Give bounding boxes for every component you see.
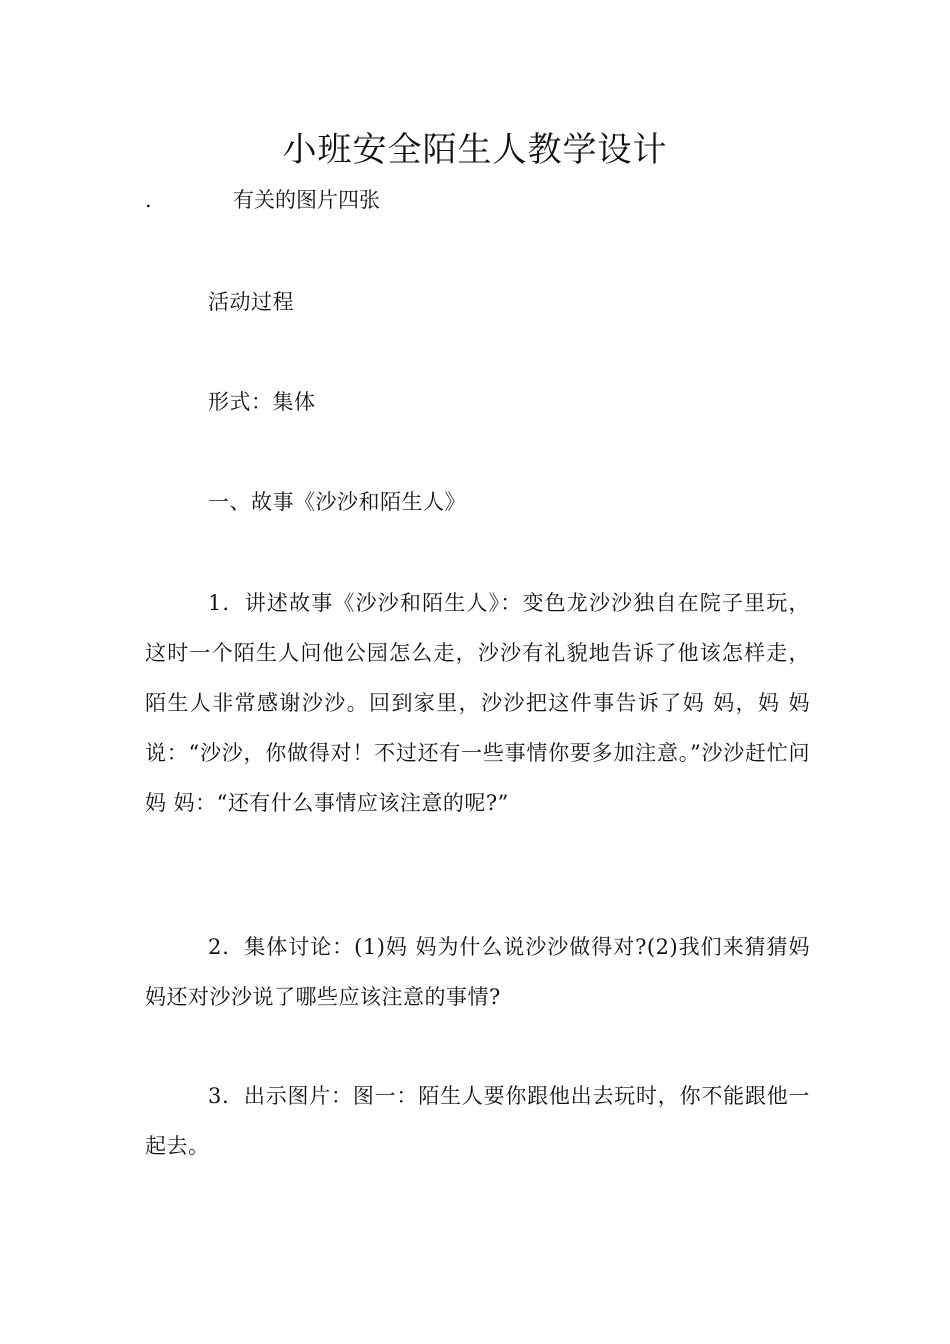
paragraph-item-3: 3．出示图片：图一：陌生人要你跟他出去玩时，你不能跟他一起去。 xyxy=(145,1084,810,1158)
paragraph-item-1: 1．讲述故事《沙沙和陌生人》：变色龙沙沙独自在院子里玩，这时一个陌生人问他公园怎么走，沙沙有礼貌地告诉了他该怎样走，陌生人非常感谢沙沙。回到家里，沙沙把这件事告诉了妈 妈，妈 妈说：“沙沙，你做得对！不过还有一些事情你要多加注意。”沙沙赶忙问妈 妈：“还有什么事情应该注意的呢?” xyxy=(145,591,810,815)
section-form: 形式：集体 xyxy=(208,390,316,414)
section-activity-process: 活动过程 xyxy=(208,290,294,314)
paragraph-item-2: 2．集体讨论：(1)妈 妈为什么说沙沙做得对?(2)我们来猜猜妈 妈还对沙沙说了哪些应该注意的事情? xyxy=(145,935,810,1009)
list-marker: . xyxy=(145,188,152,212)
materials-text: 有关的图片四张 xyxy=(233,188,380,212)
section-story-heading: 一、故事《沙沙和陌生人》 xyxy=(208,490,466,514)
materials-line xyxy=(145,182,380,218)
document-title: 小班安全陌生人教学设计 xyxy=(282,130,668,170)
